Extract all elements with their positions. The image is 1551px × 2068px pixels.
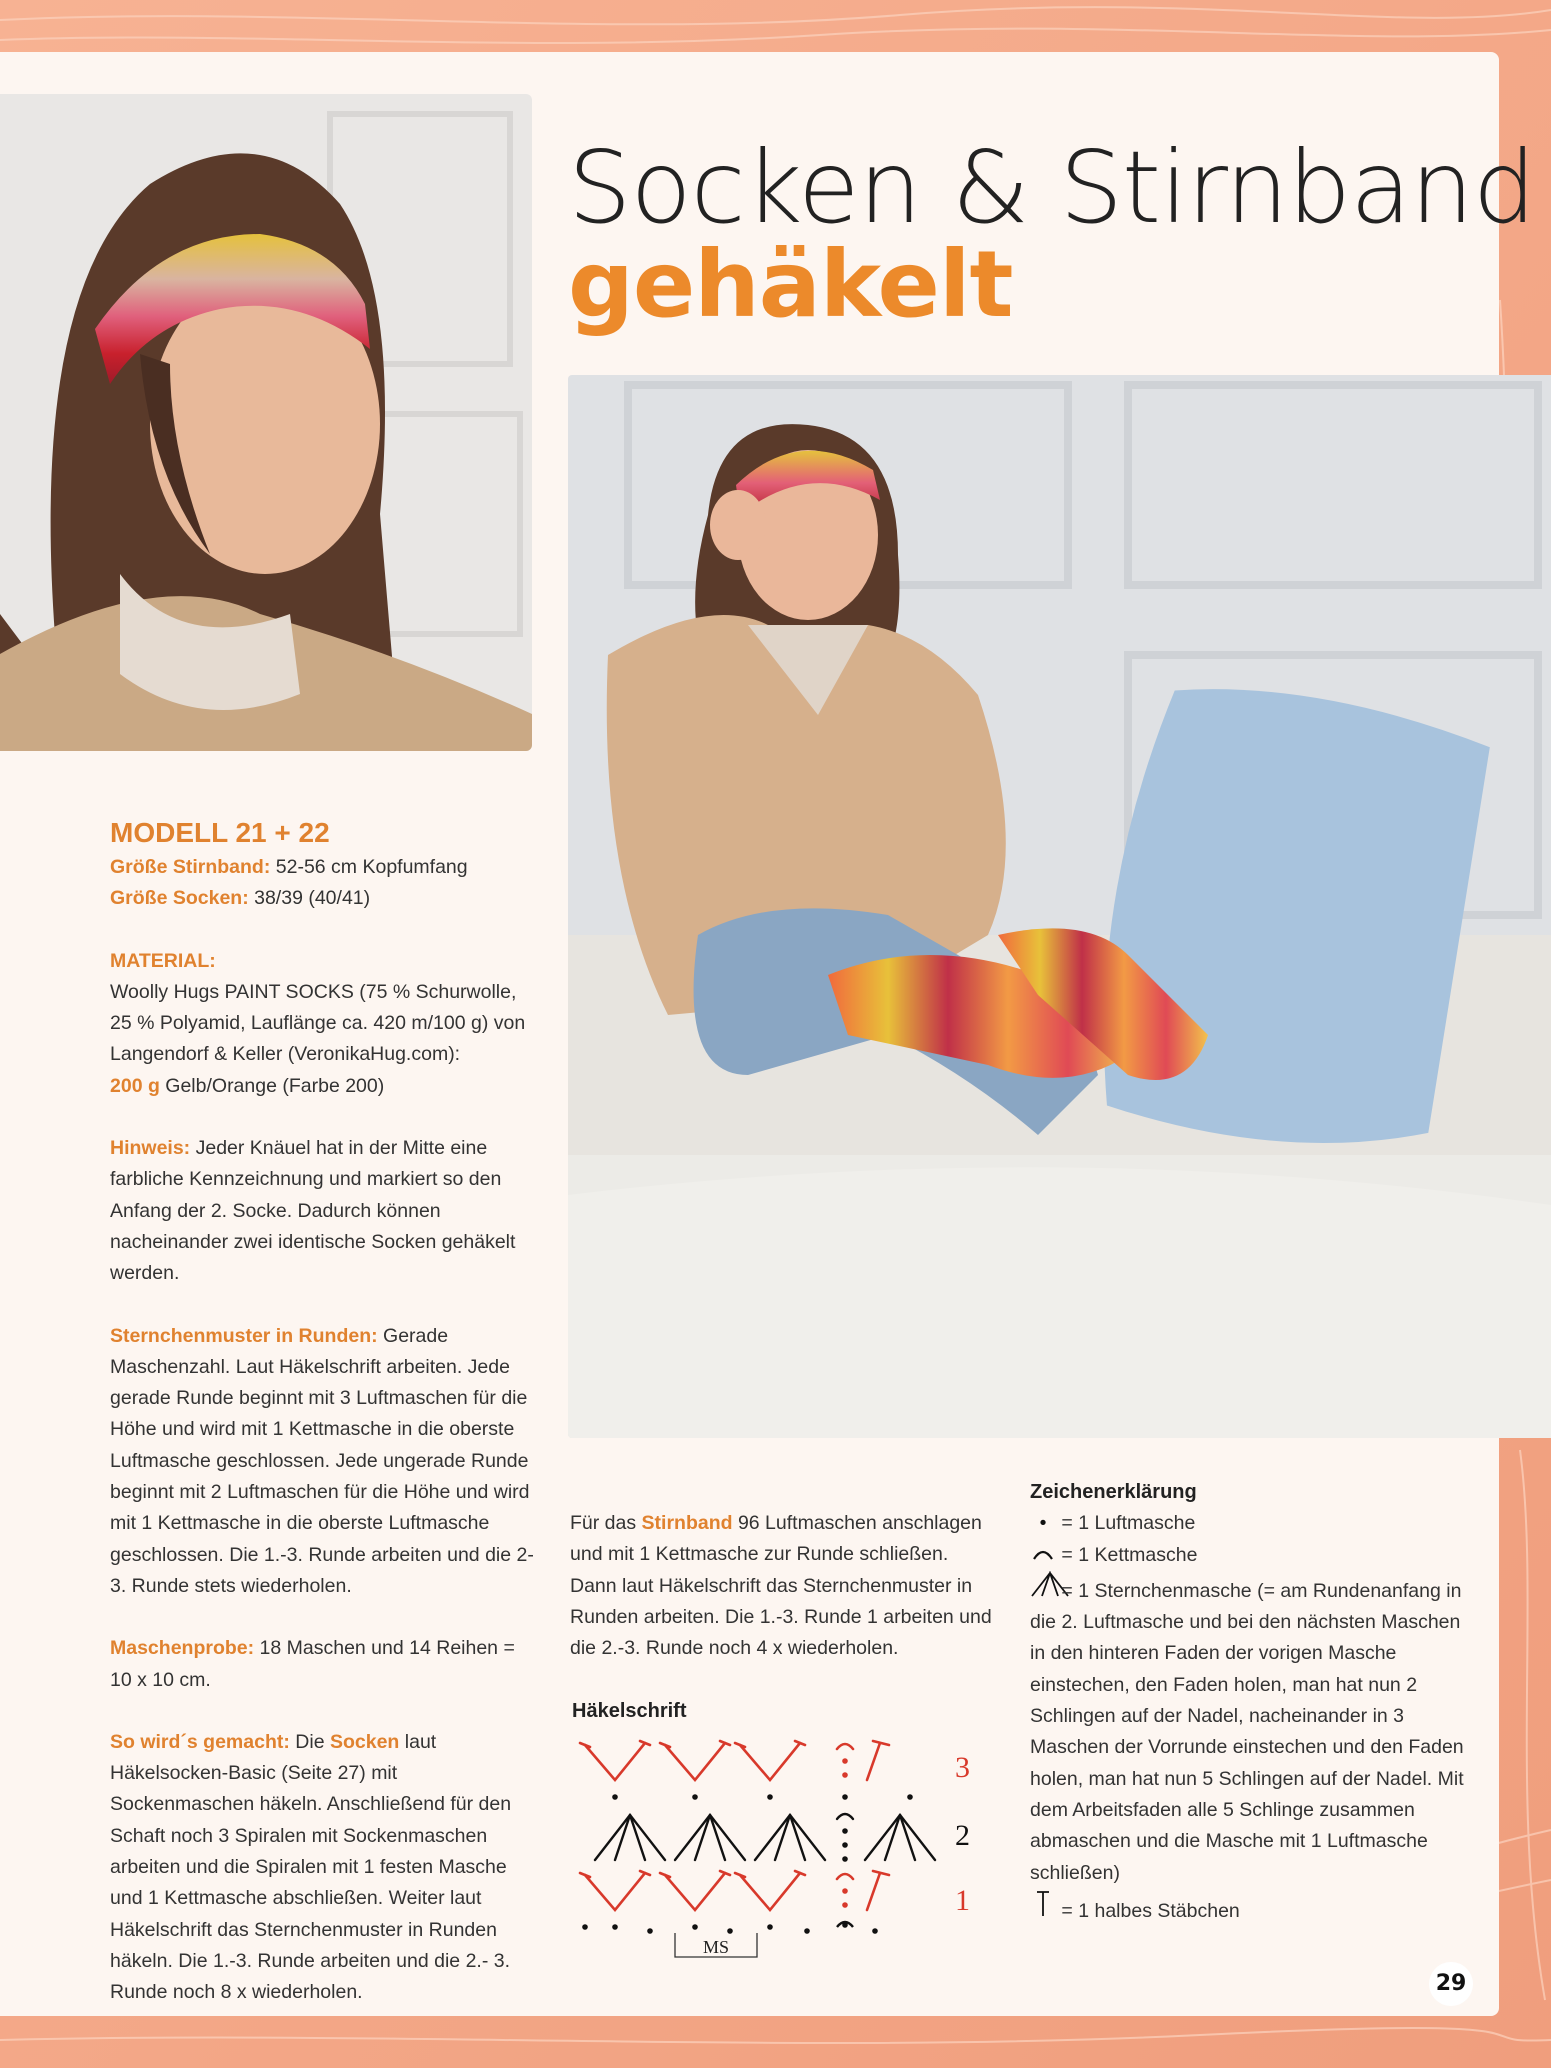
crochet-chart-title: Häkelschrift	[572, 1700, 687, 1722]
material-amount: 200 g	[110, 1074, 160, 1097]
legend-text-half-double: = 1 halbes Stäbchen	[1056, 1899, 1240, 1922]
gauge-label: Maschenprobe:	[110, 1637, 255, 1660]
arc-icon	[1030, 1540, 1056, 1571]
pattern-label: Sternchenmuster in Runden:	[110, 1324, 378, 1347]
headband-label: Stirnband	[641, 1512, 733, 1534]
size-headband-label: Größe Stirnband:	[110, 856, 271, 878]
material-text: Woolly Hugs PAINT SOCKS (75 % Schurwolle, 25 % Polyamid, Lauflänge ca. 420 m/100 g) von Langendorf & Keller (VeronikaHug.com):	[110, 980, 526, 1066]
howto-text-1: Die	[289, 1730, 330, 1753]
headband-text-2: 96 Luftmaschen anschlagen und mit 1 Kettmasche zur Runde schließen. Dann laut Häkelschrift das Sternchenmuster in Runden arbeiten. Die 1.-3. Runde 1 arbeiten und die 2.-3. Runde noch 4 x wiederholen.	[570, 1512, 992, 1660]
howto-label: So wird´s gemacht:	[110, 1730, 290, 1753]
pattern-text: Gerade Maschenzahl. Laut Häkelschrift arbeiten. Jede gerade Runde beginnt mit 3 Luftmaschen für die Höhe und wird mit 1 Kettmasche in die oberste Luftmasche geschlossen. Jede ungerade Runde beginnt mit 2 Luftmaschen für die Höhe und wird mit 1 Kettmasche in die oberste Luftmasche geschlossen. Die 1.-3. Runde arbeiten und die 2-3. Runde stets wiederholen.	[110, 1324, 534, 1597]
headband-instructions	[570, 1508, 1000, 1664]
half-double-icon	[1030, 1889, 1056, 1927]
row-label-3: 3	[955, 1751, 970, 1784]
star-stitch-icon	[1030, 1571, 1056, 1607]
material-color: Gelb/Orange (Farbe 200)	[159, 1074, 385, 1097]
legend-item-half-double	[1030, 1889, 1470, 1927]
howto-text-2: laut Häkelsocken-Basic (Seite 27) mit Sockenmaschen häkeln. Anschließend für den Schaft noch 3 Spiralen mit Sockenmaschen arbeiten und die Spiralen mit 1 festen Masche und 1 Kettmasche abschließen. Weiter laut Häkelschrift das Sternchenmuster in Runden häkeln. Die 1.-3. Runde arbeiten und die 2.- 3. Runde noch 8 x wiederholen.	[110, 1730, 512, 2004]
headband-text-1: Für das	[570, 1512, 642, 1534]
hint-text: Jeder Knäuel hat in der Mitte eine farbliche Kennzeichnung und markiert so den Anfang der 2. Socke. Dadurch können nacheinander zwei identische Socken gehäkelt werden.	[110, 1137, 516, 1285]
legend-item-star	[1030, 1571, 1470, 1889]
legend-text-slip: = 1 Kettmasche	[1056, 1543, 1198, 1566]
pattern-repeat-label: MS	[702, 1937, 730, 1957]
model-heading: MODELL 21 + 22	[110, 817, 330, 848]
page-number: 29	[1429, 1962, 1473, 2006]
legend-text-star: = 1 Sternchenmasche (= am Rundenanfang in die 2. Luftmasche und bei den nächsten Maschen in den hinteren Faden der vorigen Masche einstechen, den Faden holen, man hat nun 2 Schlingen auf der Nadel, nacheinander in 3 Maschen der Vorrunde einstechen und den Faden holen, man hat nun 5 Schlingen auf der Nadel. Mit dem Arbeitsfaden alle 5 Schlinge zusammen abmaschen und die Masche mit 1 Luftmasche schließen)	[1030, 1579, 1464, 1884]
gauge-text: 18 Maschen und 14 Reihen = 10 x 10 cm.	[110, 1637, 515, 1691]
howto-socks: Socken	[329, 1730, 400, 1753]
title-line-1: Socken & Stirnband	[568, 129, 1536, 246]
size-socks-value: 38/39 (40/41)	[248, 887, 371, 910]
hint-label: Hinweis:	[110, 1137, 191, 1160]
left-text-column	[110, 814, 535, 2040]
dot-icon: •	[1039, 1512, 1047, 1535]
row-label-2: 2	[955, 1819, 970, 1852]
row-2-stitches	[595, 1814, 935, 1860]
legend-item-slip	[1030, 1540, 1470, 1571]
size-socks-label: Größe Socken:	[110, 887, 249, 910]
row-label-1: 1	[955, 1884, 970, 1917]
crochet-chart	[575, 1735, 985, 1960]
headband-closeup-photo	[0, 94, 532, 751]
chart-legend	[1030, 1477, 1470, 1927]
legend-item-chain	[1030, 1508, 1470, 1539]
model-sitting-photo	[568, 375, 1551, 1438]
material-heading: MATERIAL:	[110, 949, 216, 972]
legend-title: Zeichenerklärung	[1030, 1481, 1197, 1503]
title-line-2: gehäkelt	[568, 231, 1013, 338]
legend-text-chain: = 1 Luftmasche	[1056, 1512, 1196, 1535]
size-headband-value: 52-56 cm Kopfumfang	[270, 856, 468, 878]
